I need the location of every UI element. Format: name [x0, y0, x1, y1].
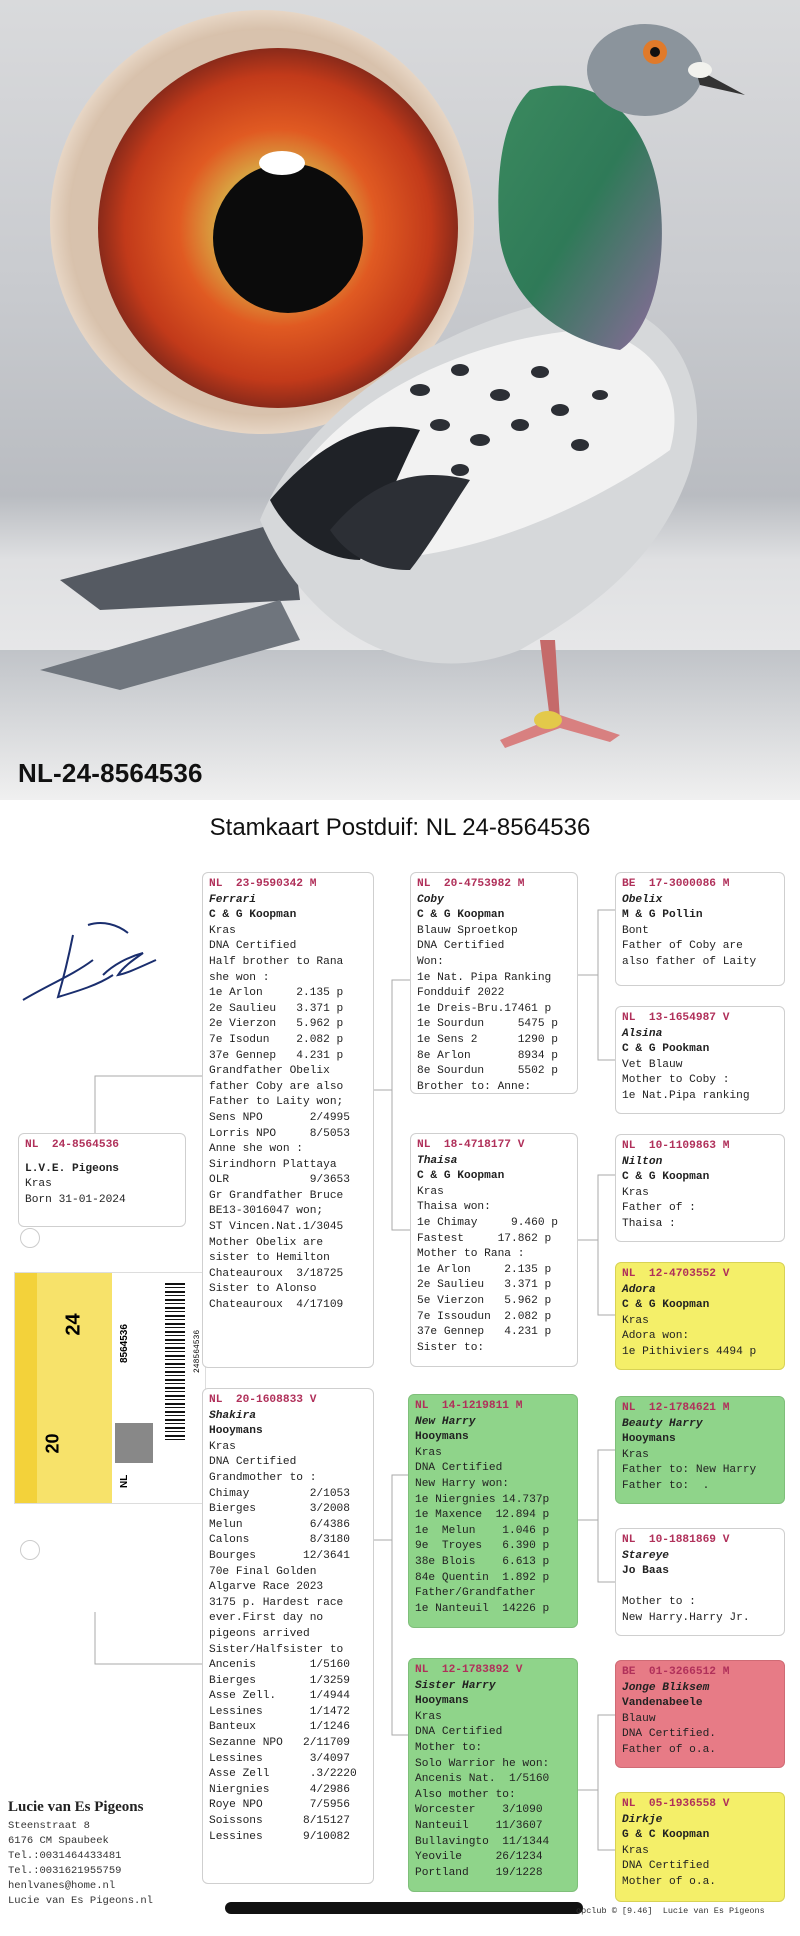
punch-hole [20, 1228, 40, 1248]
ring-photo [115, 1423, 153, 1463]
father-detail-line: 7e Isodun 2.082 p [209, 1033, 344, 1046]
ff-name: Coby [417, 893, 444, 906]
card-fmf [615, 1134, 785, 1242]
father-detail-line: Half brother to Rana [209, 955, 344, 968]
fm-detail-line: Thaisa won: [417, 1201, 491, 1214]
ring-card [14, 1272, 206, 1504]
father-detail-line: 2e Saulieu 3.371 p [209, 1002, 344, 1015]
father-detail-line: 37e Gennep 4.231 p [209, 1049, 344, 1062]
ring-yellow-strip [15, 1273, 37, 1503]
mother-detail-line: Bierges 1/3259 [209, 1674, 350, 1687]
mfm-breeder: Jo Baas [622, 1565, 669, 1578]
fmf-ring-id: NL 10-1109863 M [622, 1140, 730, 1152]
breeder-name: Lucie van Es Pigeons [8, 1799, 144, 1815]
father-detail-line: Chateauroux 4/17109 [209, 1299, 344, 1312]
mf-ring-id: NL 14-1219811 M [415, 1400, 523, 1412]
fm-detail-line: Fastest 17.862 p [417, 1232, 552, 1245]
mother-detail-line: 3175 p. Hardest race [209, 1596, 344, 1609]
card-fmm [615, 1262, 785, 1370]
mm-detail-line: Solo Warrior he won: [415, 1757, 550, 1770]
mother-detail-line: Sezanne NPO 2/11709 [209, 1737, 350, 1750]
ring-year: 24 [62, 1313, 85, 1336]
fmf-detail-line: Kras [622, 1186, 649, 1199]
mmf-breeder: Vandenabeele [622, 1697, 703, 1710]
mother-detail-line: Bierges 3/2008 [209, 1503, 350, 1516]
mm-detail-line: Bullavingto 11/1344 [415, 1835, 550, 1848]
mother-detail-line: ever.First day no [209, 1612, 324, 1625]
mf-detail-line: 38e Blois 6.613 p [415, 1555, 550, 1568]
father-detail-line: 1e Arlon 2.135 p [209, 987, 344, 1000]
fmm-name: Adora [622, 1283, 656, 1296]
card-maternal-grandmother [408, 1658, 578, 1892]
subject-line: Kras [25, 1178, 52, 1191]
hero-ring-number: NL-24-8564536 [18, 758, 203, 788]
mother-detail-line: Calons 8/3180 [209, 1534, 350, 1547]
fm-detail-line: Mother to Rana : [417, 1248, 525, 1261]
mm-detail-line: Yeovile 26/1234 [415, 1851, 543, 1864]
contact-line: Steenstraat 8 [8, 1820, 90, 1832]
mm-detail-line: Portland 19/1228 [415, 1866, 543, 1879]
father-detail-line: DNA Certified [209, 940, 297, 953]
mm-detail-line: Also mother to: [415, 1788, 516, 1801]
ff-ring-id: NL 20-4753982 M [417, 878, 525, 890]
ffm-detail-line: 1e Nat.Pipa ranking [622, 1089, 750, 1102]
mfm-ring-id: NL 10-1881869 V [622, 1534, 730, 1546]
card-mff [615, 1396, 785, 1504]
mm-detail-line: Mother to: [415, 1741, 483, 1754]
fmm-detail-line: Kras [622, 1314, 649, 1327]
mff-detail-line: Father to: New Harry [622, 1464, 757, 1477]
card-maternal-grandfather [408, 1394, 578, 1628]
mmm-detail-line: DNA Certified [622, 1860, 710, 1873]
ring-barcode [165, 1283, 185, 1443]
mother-detail-line: DNA Certified [209, 1456, 297, 1469]
mother-detail-line: Bourges 12/3641 [209, 1549, 350, 1562]
mf-details [415, 1446, 571, 1618]
ff-detail-line: DNA Certified [417, 940, 505, 953]
father-detail-line: Chateauroux 3/18725 [209, 1267, 344, 1280]
ff-detail-line: 8e Arlon 8934 p [417, 1049, 558, 1062]
mother-detail-line: Ancenis 1/5160 [209, 1659, 350, 1672]
fmm-breeder: C & G Koopman [622, 1299, 710, 1312]
mmm-detail-line: Kras [622, 1844, 649, 1857]
mf-detail-line: 1e Maxence 12.894 p [415, 1509, 550, 1522]
fmm-detail-line: Adora won: [622, 1330, 690, 1343]
mother-detail-line: Lessines 3/4097 [209, 1752, 350, 1765]
fm-detail-line: 2e Saulieu 3.371 p [417, 1279, 552, 1292]
mother-detail-line: Kras [209, 1440, 236, 1453]
mfm-detail-line [622, 1580, 778, 1596]
ff-breeder: C & G Koopman [417, 909, 505, 922]
card-mother [202, 1388, 374, 1884]
card-fff [615, 872, 785, 986]
ffm-detail-line: Vet Blauw [622, 1058, 683, 1071]
father-detail-line: Father to Laity won; [209, 1096, 344, 1109]
mmf-detail-line: Blauw [622, 1712, 656, 1725]
mother-detail-line: Melun 6/4386 [209, 1518, 350, 1531]
mother-ring-id: NL 20-1608833 V [209, 1394, 317, 1406]
fff-detail-line: Father of Coby are [622, 940, 743, 953]
fmf-name: Nilton [622, 1155, 663, 1168]
mf-breeder: Hooymans [415, 1431, 469, 1444]
mfm-name: Stareye [622, 1549, 669, 1562]
father-details [209, 924, 367, 1314]
mm-detail-line: Nanteuil 11/3607 [415, 1819, 543, 1832]
fm-detail-line: Kras [417, 1185, 444, 1198]
fm-breeder: C & G Koopman [417, 1170, 505, 1183]
mother-detail-line: Asse Zell .3/2220 [209, 1768, 357, 1781]
ff-details [417, 924, 571, 1094]
subject-line: L.V.E. Pigeons [25, 1162, 119, 1175]
card-ffm [615, 1006, 785, 1114]
fm-name: Thaisa [417, 1154, 458, 1167]
mff-breeder: Hooymans [622, 1433, 676, 1446]
mff-details [622, 1448, 778, 1495]
father-detail-line: Sens NPO 2/4995 [209, 1111, 350, 1124]
subject-card [18, 1133, 186, 1227]
ff-detail-line: 1e Nat. Pipa Ranking [417, 971, 552, 984]
mm-details [415, 1710, 571, 1882]
mother-detail-line: Lessines 9/10082 [209, 1830, 350, 1843]
mm-ring-id: NL 12-1783892 V [415, 1664, 523, 1676]
mmf-name: Jonge Bliksem [622, 1681, 710, 1694]
contact-line: Lucie van Es Pigeons.nl [8, 1895, 153, 1907]
ff-detail-line: Blauw Sproetkop [417, 924, 518, 937]
fmm-details [622, 1314, 778, 1361]
mm-name: Sister Harry [415, 1679, 496, 1692]
card-paternal-grandfather [410, 872, 578, 1094]
father-detail-line: sister to Hemilton [209, 1252, 330, 1265]
ffm-ring-id: NL 13-1654987 V [622, 1012, 730, 1024]
ffm-breeder: C & G Pookman [622, 1043, 710, 1056]
mf-detail-line: 84e Quentin 1.892 p [415, 1571, 550, 1584]
mfm-detail-line: Mother to : [622, 1596, 696, 1609]
ff-detail-line: Fondduif 2022 [417, 987, 505, 1000]
mmm-name: Dirkje [622, 1813, 663, 1826]
fff-ring-id: BE 17-3000086 M [622, 878, 730, 890]
fff-details [622, 924, 778, 971]
father-ring-id: NL 23-9590342 M [209, 878, 317, 890]
ring-yellow-panel [37, 1273, 112, 1503]
card-father [202, 872, 374, 1368]
father-detail-line: BE13-3016047 won; [209, 1205, 324, 1218]
contact-line: Tel.:0031621955759 [8, 1865, 122, 1877]
mother-detail-line: Soissons 8/15127 [209, 1815, 350, 1828]
fff-detail-line: also father of Laity [622, 955, 757, 968]
ff-detail-line: 1e Sens 2 1290 p [417, 1033, 558, 1046]
mother-detail-line: pigeons arrived [209, 1627, 310, 1640]
father-detail-line: Anne she won : [209, 1143, 303, 1156]
contact-line: Tel.:0031464433481 [8, 1850, 122, 1862]
fm-ring-id: NL 18-4718177 V [417, 1139, 525, 1151]
subject-ring-id: NL 24-8564536 [25, 1139, 119, 1151]
mmm-breeder: G & C Koopman [622, 1829, 710, 1842]
mf-detail-line: 1e Niergnies 14.737p [415, 1493, 550, 1506]
fm-detail-line: 37e Gennep 4.231 p [417, 1326, 552, 1339]
mff-name: Beauty Harry [622, 1417, 703, 1430]
ff-detail-line: Won: [417, 955, 444, 968]
pedigree-title: Stamkaart Postduif: NL 24-8564536 [209, 814, 591, 841]
mother-details [209, 1440, 367, 1845]
ffm-detail-line: Mother to Coby : [622, 1074, 730, 1087]
fmf-detail-line: Father of : [622, 1202, 696, 1215]
father-detail-line: Grandfather Obelix [209, 1065, 330, 1078]
breeder-contact [8, 1800, 153, 1909]
mf-detail-line: New Harry won: [415, 1477, 509, 1490]
ring-country: NL [119, 1474, 130, 1488]
mff-ring-id: NL 12-1784621 M [622, 1402, 730, 1414]
fff-detail-line: Bont [622, 924, 649, 937]
mother-detail-line: Sister/Halfsister to [209, 1643, 344, 1656]
father-detail-line: father Coby are also [209, 1080, 344, 1093]
fff-breeder: M & G Pollin [622, 909, 703, 922]
home-indicator-bar[interactable] [225, 1902, 583, 1914]
mm-detail-line: Kras [415, 1710, 442, 1723]
father-detail-line: OLR 9/3653 [209, 1174, 350, 1187]
mother-breeder: Hooymans [209, 1425, 263, 1438]
card-paternal-grandmother [410, 1133, 578, 1367]
contact-line: henlvanes@home.nl [8, 1880, 116, 1892]
fmf-detail-line: Thaisa : [622, 1217, 676, 1230]
father-detail-line: Kras [209, 924, 236, 937]
mm-detail-line: DNA Certified [415, 1726, 503, 1739]
fff-name: Obelix [622, 893, 663, 906]
mother-detail-line: Roye NPO 7/5956 [209, 1799, 350, 1812]
mmm-details [622, 1844, 778, 1891]
father-detail-line: Sister to Alonso [209, 1283, 317, 1296]
ff-detail-line: 1e Sourdun 5475 p [417, 1018, 558, 1031]
fm-details [417, 1185, 571, 1357]
mf-detail-line: Kras [415, 1446, 442, 1459]
mother-detail-line: Lessines 1/1472 [209, 1705, 350, 1718]
ffm-details [622, 1058, 778, 1105]
fm-detail-line: 5e Vierzon 5.962 p [417, 1294, 552, 1307]
father-detail-line: Sirindhorn Plattaya [209, 1158, 337, 1171]
subject-line: Born 31-01-2024 [25, 1193, 126, 1206]
mm-detail-line: Ancenis Nat. 1/5160 [415, 1773, 550, 1786]
mfm-detail-line: New Harry.Harry Jr. [622, 1611, 750, 1624]
mmm-detail-line: Mother of o.a. [622, 1875, 716, 1888]
mf-detail-line: Father/Grandfather [415, 1587, 536, 1600]
mm-breeder: Hooymans [415, 1695, 469, 1708]
father-detail-line: Mother Obelix are [209, 1236, 324, 1249]
mff-detail-line: Father to: . [622, 1479, 710, 1492]
mf-detail-line: 1e Nanteuil 14226 p [415, 1602, 550, 1615]
mother-detail-line: 70e Final Golden [209, 1565, 317, 1578]
father-name: Ferrari [209, 893, 256, 906]
ring-barcode-number: 248564536 [193, 1329, 202, 1373]
father-detail-line: she won : [209, 971, 270, 984]
father-detail-line: 2e Vierzon 5.962 p [209, 1018, 344, 1031]
mother-detail-line: Chimay 2/1053 [209, 1487, 350, 1500]
mother-detail-line: Algarve Race 2023 [209, 1581, 324, 1594]
mm-detail-line: Worcester 3/1090 [415, 1804, 543, 1817]
father-breeder: C & G Koopman [209, 909, 297, 922]
ring-left-digits: 20 [42, 1433, 63, 1454]
mmf-detail-line: Father of o.a. [622, 1743, 716, 1756]
fmf-details [622, 1186, 778, 1233]
mmf-details [622, 1712, 778, 1759]
fmm-detail-line: 1e Pithiviers 4494 p [622, 1345, 757, 1358]
card-mmf [615, 1660, 785, 1768]
ff-detail-line: Brother to: Anne: [417, 1080, 532, 1093]
mother-detail-line: Niergnies 4/2986 [209, 1783, 350, 1796]
mmm-ring-id: NL 05-1936558 V [622, 1798, 730, 1810]
father-detail-line: ST Vincen.Nat.1/3045 [209, 1221, 344, 1234]
fmf-breeder: C & G Koopman [622, 1171, 710, 1184]
fm-detail-line: 7e Issoudun 2.082 p [417, 1310, 552, 1323]
fm-detail-line: Sister to: [417, 1341, 485, 1354]
card-mfm [615, 1528, 785, 1636]
card-mmm [615, 1792, 785, 1902]
mf-detail-line: 1e Melun 1.046 p [415, 1524, 550, 1537]
father-detail-line: Gr Grandfather Bruce [209, 1189, 344, 1202]
punch-hole [20, 1540, 40, 1560]
contact-line: 6176 CM Spaubeek [8, 1835, 109, 1847]
mf-name: New Harry [415, 1415, 476, 1428]
ff-detail-line: 8e Sourdun 5502 p [417, 1065, 558, 1078]
mf-detail-line: DNA Certified [415, 1462, 503, 1475]
father-detail-line: Lorris NPO 8/5053 [209, 1127, 350, 1140]
mf-detail-line: 9e Troyes 6.390 p [415, 1540, 550, 1553]
mother-name: Shakira [209, 1409, 256, 1422]
fmm-ring-id: NL 12-4703552 V [622, 1268, 730, 1280]
fm-detail-line: 1e Arlon 2.135 p [417, 1263, 552, 1276]
mmf-detail-line: DNA Certified. [622, 1728, 716, 1741]
ring-number: 8564536 [119, 1324, 130, 1363]
mother-detail-line: Asse Zell. 1/4944 [209, 1690, 350, 1703]
mother-detail-line: Grandmother to : [209, 1471, 317, 1484]
ff-detail-line: 1e Dreis-Bru.17461 p [417, 1002, 552, 1015]
fm-detail-line: 1e Chimay 9.460 p [417, 1216, 558, 1229]
software-credit: opclub © [9.46] Lucie van Es Pigeons [576, 1906, 765, 1916]
mother-detail-line: Banteux 1/1246 [209, 1721, 350, 1734]
mmf-ring-id: BE 01-3266512 M [622, 1666, 730, 1678]
mfm-details [622, 1580, 778, 1627]
ffm-name: Alsina [622, 1027, 663, 1040]
mff-detail-line: Kras [622, 1448, 649, 1461]
